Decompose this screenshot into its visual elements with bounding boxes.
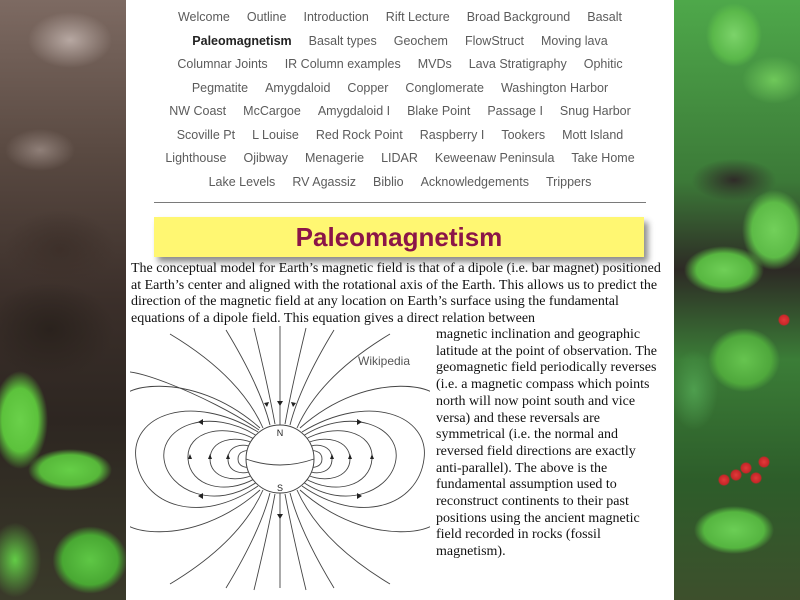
divider (154, 202, 646, 203)
nav-row (126, 77, 674, 101)
nav-link-l-louise[interactable]: L Louise (252, 127, 299, 142)
nav-link-introduction[interactable]: Introduction (303, 10, 369, 24)
nav-link-blake-point[interactable]: Blake Point (407, 104, 471, 118)
nav-link-ojibway[interactable]: Ojibway (243, 151, 288, 165)
nav-link-lidar[interactable]: LIDAR (381, 151, 418, 165)
main-content (126, 0, 674, 600)
page-title: Paleomagnetism (295, 222, 503, 252)
nav-link-mvds[interactable]: MVDs (417, 57, 452, 71)
nav-link-take-home[interactable]: Take Home (571, 151, 635, 165)
site-navigation (126, 6, 674, 194)
nav-link-tookers[interactable]: Tookers (501, 127, 546, 142)
nav-link-paleomagnetism[interactable]: Paleomagnetism (192, 33, 292, 48)
nav-link-moving-lava[interactable]: Moving lava (540, 33, 608, 48)
north-pole-label: N (276, 428, 284, 438)
nav-link-conglomerate[interactable]: Conglomerate (405, 80, 484, 95)
page-title-banner (154, 217, 644, 257)
nav-link-rv-agassiz[interactable]: RV Agassiz (292, 174, 357, 189)
nav-link-basalt[interactable]: Basalt (587, 10, 623, 24)
nav-link-biblio[interactable]: Biblio (373, 174, 404, 189)
nav-link-outline[interactable]: Outline (246, 10, 287, 24)
nav-link-broad-background[interactable]: Broad Background (466, 10, 571, 24)
nav-link-menagerie[interactable]: Menagerie (304, 151, 365, 165)
nav-row (126, 171, 674, 195)
nav-link-red-rock-point[interactable]: Red Rock Point (315, 127, 403, 142)
nav-link-scoville-pt[interactable]: Scoville Pt (176, 127, 236, 142)
nav-row (126, 53, 674, 77)
nav-link-mccargoe[interactable]: McCargoe (243, 104, 301, 118)
nav-link-flowstruct[interactable]: FlowStruct (464, 33, 524, 48)
nav-link-nw-coast[interactable]: NW Coast (169, 104, 227, 118)
nav-link-welcome[interactable]: Welcome (177, 10, 230, 24)
nav-link-rift-lecture[interactable]: Rift Lecture (385, 10, 450, 24)
nav-row (126, 30, 674, 54)
nav-link-trippers[interactable]: Trippers (546, 174, 592, 189)
nav-row (126, 124, 674, 148)
figure-credit: Wikipedia (358, 354, 411, 368)
nav-link-lake-levels[interactable]: Lake Levels (208, 174, 276, 189)
nav-link-acknowledgements[interactable]: Acknowledgements (420, 174, 529, 189)
nav-link-ir-column-examples[interactable]: IR Column examples (284, 57, 401, 71)
nav-link-lighthouse[interactable]: Lighthouse (165, 151, 227, 165)
south-pole-label: S (276, 483, 284, 493)
nav-link-geochem[interactable]: Geochem (393, 33, 448, 48)
nav-link-raspberry-i[interactable]: Raspberry I (419, 127, 485, 142)
nav-link-mott-island[interactable]: Mott Island (562, 127, 624, 142)
nav-link-lava-stratigraphy[interactable]: Lava Stratigraphy (468, 57, 567, 71)
nav-link-columnar-joints[interactable]: Columnar Joints (177, 57, 268, 71)
dipole-field-figure (130, 326, 430, 594)
nav-row (126, 100, 674, 124)
intro-paragraph: The conceptual model for Earth’s magnetic field is that of a dipole (i.e. bar magnet) positioned at Earth’s center and aligned with the rotational axis of the Earth. This allows us to predict the direction of the magnetic field at any location on Earth’s surface using the fundamental equations of a dipole field. This equation gives a direct relation between (131, 261, 661, 327)
nav-link-copper[interactable]: Copper (347, 80, 389, 95)
nav-link-basalt-types[interactable]: Basalt types (308, 33, 377, 48)
nav-link-keweenaw-peninsula[interactable]: Keweenaw Peninsula (434, 151, 555, 165)
right-background-photo-bunchberry (674, 0, 800, 600)
nav-link-snug-harbor[interactable]: Snug Harbor (559, 104, 631, 118)
nav-link-amygdaloid[interactable]: Amygdaloid (265, 80, 331, 95)
nav-link-pegmatite[interactable]: Pegmatite (191, 80, 249, 95)
nav-row (126, 147, 674, 171)
nav-link-passage-i[interactable]: Passage I (487, 104, 543, 118)
nav-link-amygdaloid-i[interactable]: Amygdaloid I (317, 104, 391, 118)
nav-row (126, 6, 674, 30)
continuation-paragraph: magnetic inclination and geographic latitude at the point of observation. The geomagnetic field periodically reverses (i.e. a magnetic compass which points north will now point south and vice versa) and these reversals are symmetrical (i.e. the normal and reversed field directions are exactly anti-parallel). The above is the fundamental assumption used to reconstruct continents to their past positions using the ancient magnetic field recorded in rocks (fossil magnetism). (436, 327, 657, 560)
nav-link-washington-harbor[interactable]: Washington Harbor (500, 80, 609, 95)
left-background-photo-forest-floor (0, 0, 126, 600)
nav-link-ophitic[interactable]: Ophitic (583, 57, 623, 71)
